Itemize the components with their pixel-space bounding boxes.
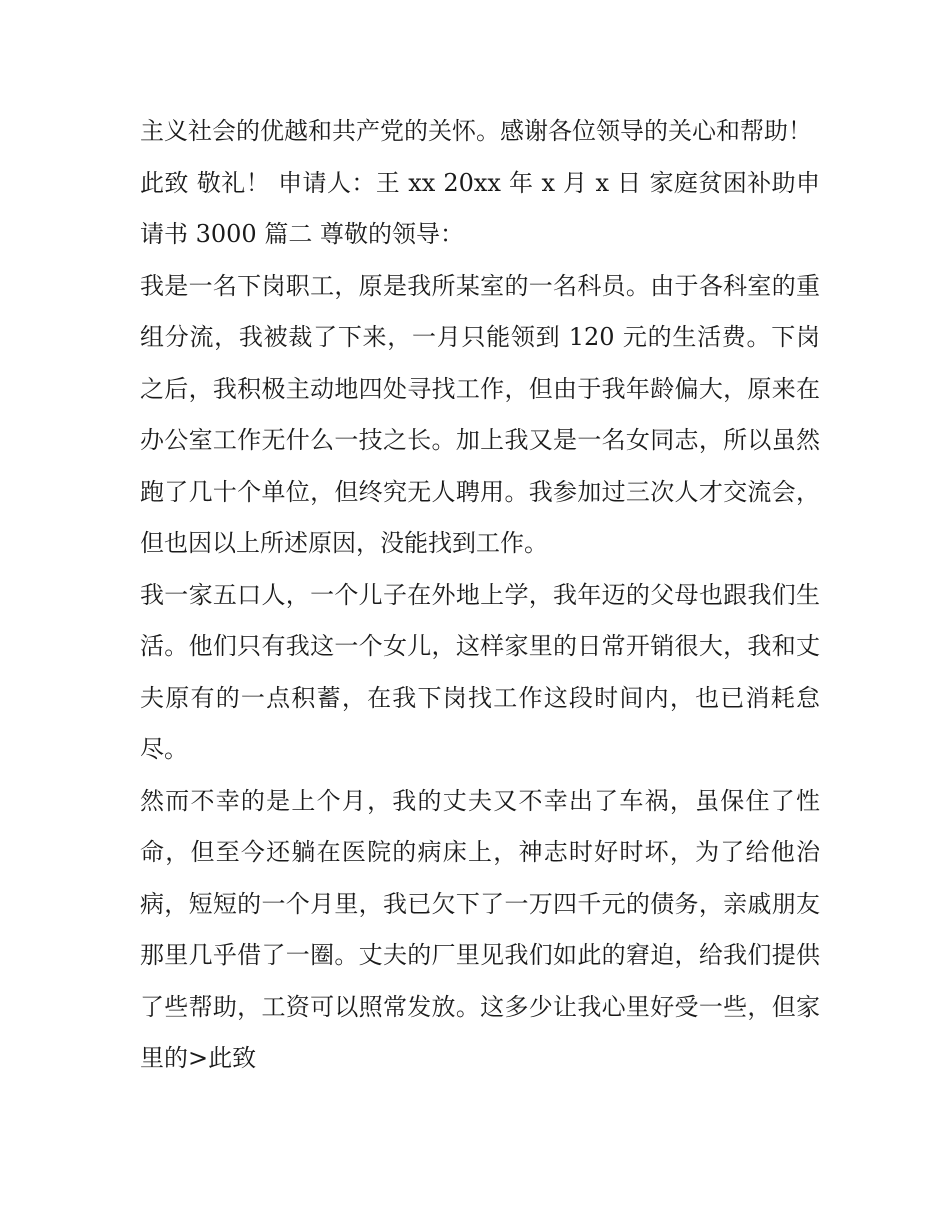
paragraph-accident: 然而不幸的是上个月，我的丈夫又不幸出了车祸，虽保住了性命，但至今还躺在医院的病床上，神志时好时坏，为了给他治病，短短的一个月里，我已欠下了一万四千元的债务，亲戚朋友那里几乎借了一圈。丈夫的厂里见我们如此的窘迫，给我们提供了些帮助，工资可以照常发放。这多少让我心里好受一些，但家里的>此致 (140, 786, 820, 1072)
document-body (140, 106, 820, 1085)
paragraph-unemployment: 我是一名下岗职工，原是我所某室的一名科员。由于各科室的重组分流，我被裁了下来，一月只能领到 120 元的生活费。下岗之后，我积极主动地四处寻找工作，但由于我年龄偏大，原来在办公室工作无什么一技之长。加上我又是一名女同志，所以虽然跑了几十个单位，但终究无人聘用。我参加过三次人才交流会，但也因以上所述原因，没能找到工作。 (140, 271, 820, 557)
paragraph-family: 我一家五口人，一个儿子在外地上学，我年迈的父母也跟我们生活。他们只有我这一个女儿，这样家里的日常开销很大，我和丈夫原有的一点积蓄，在我下岗找工作这段时间内，也已消耗怠尽。 (140, 580, 820, 763)
paragraph-closing-and-heading: 此致 敬礼！ 申请人：王 xx 20xx 年 x 月 x 日 家庭贫困补助申请书 3000 篇二 尊敬的领导： (140, 168, 820, 248)
paragraph-thanks: 主义社会的优越和共产党的关怀。感谢各位领导的关心和帮助！ (140, 117, 812, 145)
